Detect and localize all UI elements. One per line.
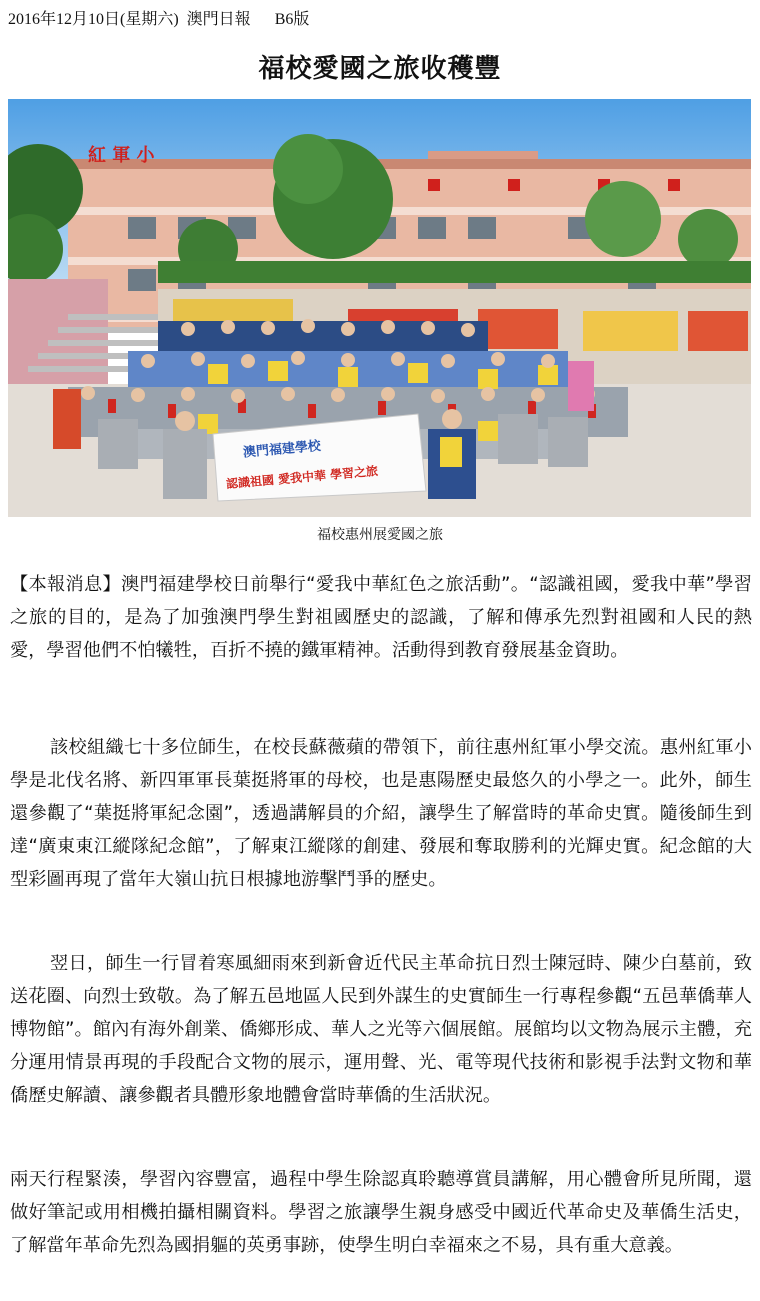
header-page-number: B6版 xyxy=(274,11,310,28)
article-paragraph-3: 翌日，師生一行冒着寒風細雨來到新會近代民主革命抗日烈士陳冠時、陳少白墓前，致送花圈、向烈士致敬。為了解五邑地區人民到外謀生的史實師生一行專程參觀“五邑華僑華人博物館”。館內有海外創業、僑鄉形成、華人之光等六個展館。展館均以文物為展示主體，充分運用情景再現的手段配合文物的展示，運用聲、光、電等現代技術和影視手法對文物和華僑歷史解讀、讓參觀者具體形象地體會當時華僑的生活狀況。 xyxy=(10,953,752,1106)
article-paragraph-1: 【本報消息】澳門福建學校日前舉行“愛我中華紅色之旅活動”。“認識祖國，愛我中華”學習之旅的目的，是為了加強澳門學生對祖國歷史的認識，了解和傳承先烈對祖國和人民的熱愛，學習他們不怕犧牲，百折不撓的鐵軍精神。活動得到教育發展基金資助。 xyxy=(10,574,752,661)
photo-caption: 福校惠州展愛國之旅 xyxy=(317,527,443,543)
banner-title: 澳門福建學校 xyxy=(242,438,322,461)
header-paper-name: 澳門日報 xyxy=(186,11,251,28)
group-photo xyxy=(8,99,751,517)
page-header xyxy=(8,6,309,29)
banner-slogan: 認識祖國 愛我中華 學習之旅 xyxy=(225,463,379,492)
roof-sign-text: 紅 軍 小 xyxy=(88,145,155,166)
article-paragraph-4: 兩天行程緊湊，學習內容豐富，過程中學生除認真聆聽導賞員講解，用心體會所見所聞，還做好筆記或用相機拍攝相關資料。學習之旅讓學生親身感受中國近代革命史及華僑生活史，了解當年革命先烈為國捐軀的英勇事跡，使學生明白幸福來之不易，具有重大意義。 xyxy=(10,1169,752,1256)
header-date: 2016年12月10日(星期六) xyxy=(8,11,179,28)
headline: 福校愛國之旅收穫豐 xyxy=(258,54,502,84)
article-paragraph-2: 該校組織七十多位師生，在校長蘇薇蘋的帶領下，前往惠州紅軍小學交流。惠州紅軍小學是北伐名將、新四軍軍長葉挺將軍的母校，也是惠陽歷史最悠久的小學之一。此外，師生還參觀了“葉挺將軍紀念園”，透過講解員的介紹，讓學生了解當時的革命史實。隨後師生到達“廣東東江縱隊紀念館”，了解東江縱隊的創建、發展和奪取勝利的光輝史實。紀念館的大型彩圖再現了當年大嶺山抗日根據地游擊鬥爭的歷史。 xyxy=(10,737,752,890)
